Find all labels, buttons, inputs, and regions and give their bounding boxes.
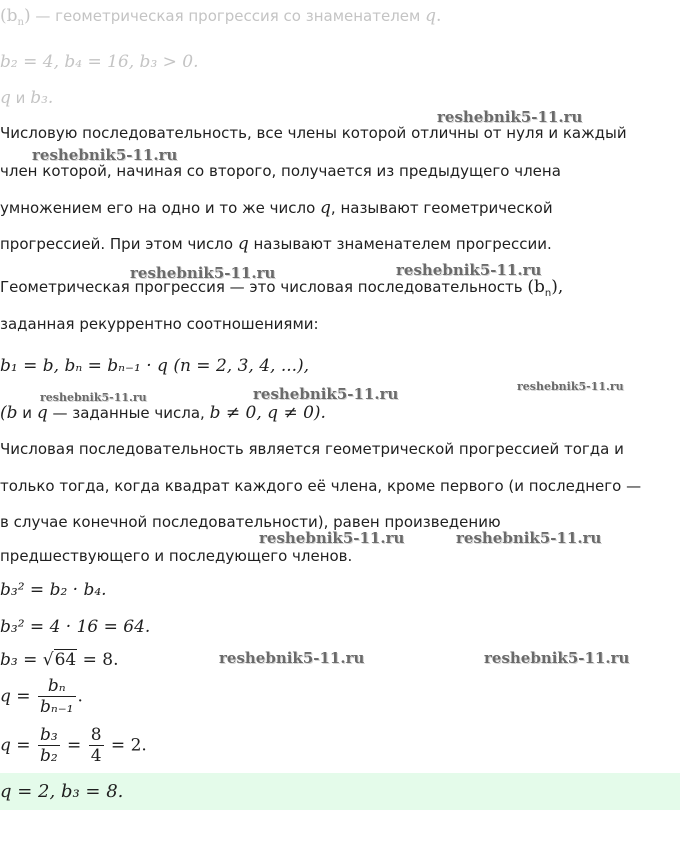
watermark: reshebnik5-11.ru [456,529,602,547]
solution-step-1: b₃² = b₂ · b₄. [0,580,107,600]
answer: q = 2, b₃ = 8. [0,781,124,802]
fraction [89,725,104,766]
conjunction: и [10,89,31,107]
q-symbol: q [0,88,11,108]
text: и [17,404,37,422]
definition2-line-1 [0,277,563,299]
denominator: b₂ [39,746,58,766]
task-given-line [0,52,199,72]
definition2-line-2: заданная рекуррентно соотношениями: [0,315,319,333]
text: = 8. [77,650,119,670]
paren: ), [551,277,564,297]
watermark: reshebnik5-11.ru [259,529,405,547]
b3-symbol: b₃. [30,88,54,108]
property-line-1: Числовая последовательность является геометрической прогрессией тогда и [0,440,624,458]
watermark: reshebnik5-11.ru [484,649,630,667]
sqrt-sign: √ [42,650,54,670]
denominator: 4 [90,746,102,766]
solution-step-5 [0,725,147,766]
watermark: reshebnik5-11.ru [253,385,399,403]
solution-step-3 [0,650,119,670]
task-text: — геометрическая прогрессия со знаменателем [30,7,426,25]
q-symbol: q [36,403,48,423]
numerator: b₃ [39,725,58,745]
text: q = [0,735,36,756]
property-line-3: в случае конечной последовательности), равен произведению [0,513,501,531]
subscript: n [17,17,24,28]
radicand: 64 [54,650,77,670]
numerator: 8 [90,725,102,745]
text: , называют геометрической [330,199,553,217]
period: . [436,6,442,26]
text: = [61,735,87,756]
fraction [38,725,60,766]
definition-line-2: член которой, начиная со второго, получается из предыдущего члена [0,162,561,180]
watermark: reshebnik5-11.ru [40,391,147,404]
text: прогрессией. При этом число [0,235,238,253]
q-symbol: q [320,198,331,218]
text: Геометрическая прогрессия — это числовая последовательность [0,278,528,296]
definition-line-1: Числовую последовательность, все члены которой отличны от нуля и каждый [0,124,627,142]
condition: b ≠ 0, q ≠ 0). [209,403,326,423]
task-find-line [0,88,53,108]
formula-note [0,403,326,423]
sequence-symbol: (b [0,6,18,26]
sequence-symbol: (b [527,277,545,297]
formula-text: b₁ = b, bₙ = bₙ₋₁ · q (n = 2, 3, 4, ...), [0,356,310,376]
task-statement-line [0,6,441,28]
q-symbol: q [425,6,437,26]
watermark: reshebnik5-11.ru [517,380,624,393]
watermark: reshebnik5-11.ru [130,264,276,282]
property-line-4: предшествующего и последующего членов. [0,547,353,565]
denominator: bₙ₋₁ [39,697,74,717]
text: b₃ = [0,650,43,670]
watermark: reshebnik5-11.ru [396,261,542,279]
property-line-2: только тогда, когда квадрат каждого её члена, кроме первого (и последнего — [0,477,642,495]
definition-line-3 [0,198,553,218]
text: = 2. [105,735,147,756]
definition-line-4 [0,234,552,254]
solution-step-4 [0,676,83,717]
text: — заданные числа, [47,404,210,422]
fraction [38,676,76,717]
period: . [77,686,83,707]
watermark: reshebnik5-11.ru [219,649,365,667]
paren: ) [23,6,31,26]
b-symbol: (b [0,403,18,423]
watermark: reshebnik5-11.ru [32,146,178,164]
text: называют знаменателем прогрессии. [248,235,552,253]
text: q = [0,686,36,707]
subscript: n [544,288,552,299]
watermark: reshebnik5-11.ru [437,108,583,126]
given-values: b₂ = 4, b₄ = 16, b₃ > 0. [0,52,199,72]
text: умножением его на одно и то же число [0,199,321,217]
numerator: bₙ [47,676,66,696]
q-symbol: q [237,234,249,254]
recurrence-formula [0,356,309,376]
solution-step-2: b₃² = 4 · 16 = 64. [0,617,151,637]
